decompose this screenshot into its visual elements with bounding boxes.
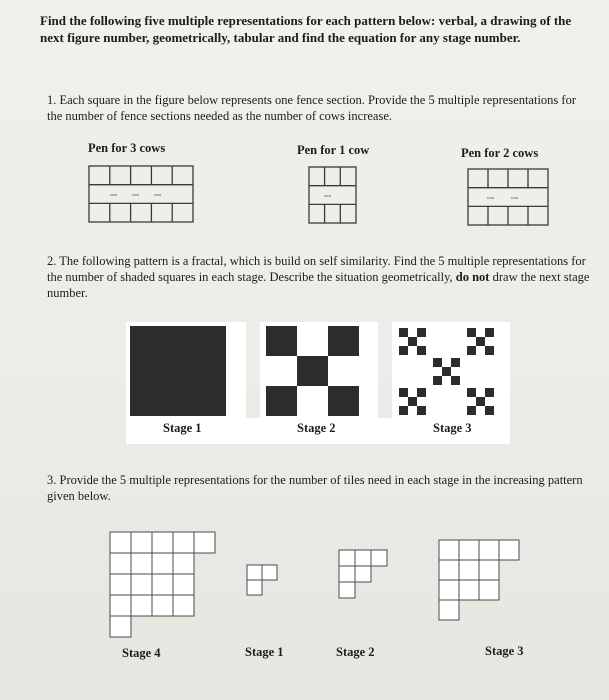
pen-2-cows-label: Pen for 2 cows xyxy=(461,146,539,160)
tile-stage-4-label: Stage 4 xyxy=(122,646,161,660)
question-2-emphasis: do not xyxy=(455,270,490,284)
cow-label-a: cow xyxy=(487,195,495,200)
tile-stage-2-label: Stage 2 xyxy=(336,645,375,659)
pen-1-cow-label: Pen for 1 cow xyxy=(297,143,370,157)
cow-label-1: cow xyxy=(110,192,118,197)
fractal-stage-3-label: Stage 3 xyxy=(433,421,472,435)
tile-stage-3 xyxy=(439,540,519,620)
cow-label-3: cow xyxy=(154,192,162,197)
pen-3-cows-label: Pen for 3 cows xyxy=(88,141,166,155)
tile-stage-4 xyxy=(110,532,215,637)
question-1-text: 1. Each square in the figure below represents one fence section. Provide the 5 multiple representations for the number of fence sections needed as the number of cows increase. xyxy=(47,93,576,123)
fractal-stage-1-label: Stage 1 xyxy=(163,421,202,435)
fractal-stage-2-label: Stage 2 xyxy=(297,421,336,435)
question-2-text-main: 2. The following pattern is a fractal, which is build on self similarity. Find the 5 multiple representations for the number of shaded squares in each stage. Describe the situation geometrically, xyxy=(47,254,586,284)
tile-stage-1 xyxy=(247,565,277,595)
cow-label-single: cow xyxy=(324,193,332,198)
cow-label-b: cow xyxy=(511,195,519,200)
cow-label-2: cow xyxy=(132,192,140,197)
instructions-heading: Find the following five multiple representations for each pattern below: verbal, a drawing of the next figure number, geometrically, tabular and find the equation for any stage number. xyxy=(40,13,572,45)
tile-stage-2 xyxy=(339,550,387,598)
question-2-text-end: draw the next stage number. xyxy=(47,270,590,300)
tile-stage-3-label: Stage 3 xyxy=(485,644,524,658)
tile-stage-1-label: Stage 1 xyxy=(245,645,284,659)
question-3-text: 3. Provide the 5 multiple representations for the number of tiles need in each stage in the increasing pattern given below. xyxy=(47,473,583,503)
